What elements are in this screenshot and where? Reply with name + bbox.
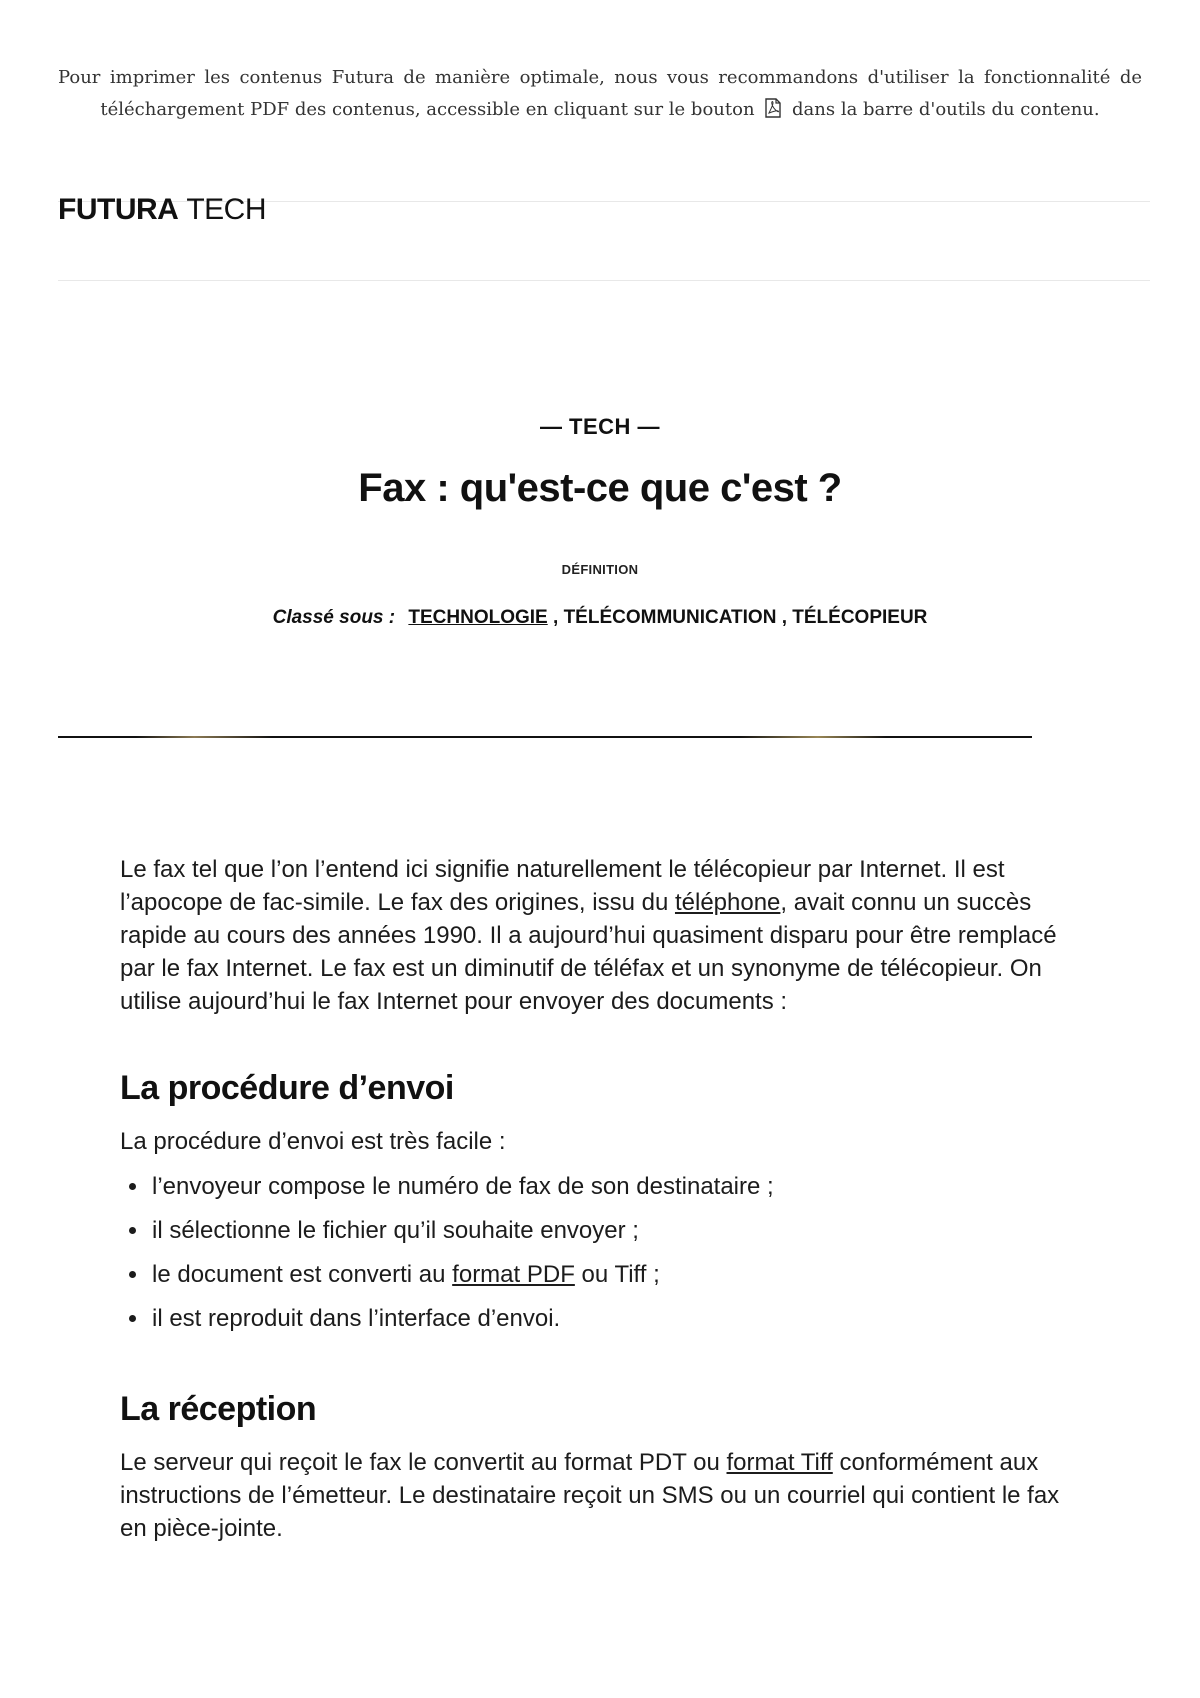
list-item <box>150 1258 1080 1291</box>
intro-text-continued: , avait connu un succès rapide au cours des années 1990. Il a aujourd’hui quasiment disparu pour être remplacé par le fax Internet. Le fax est un diminutif de téléfax et un synonyme de télécopieur. On utilise aujourd’hui le fax Internet pour envoyer des documents : <box>120 889 1057 1015</box>
reception-text-continued: conformément aux instructions de l’émetteur. Le destinataire reçoit un SMS ou un courriel qui contient le fax en pièce-jointe. <box>120 1449 1060 1542</box>
print-notice-text-before: Pour imprimer les contenus Futura de manière optimale, nous vous recommandons d'utiliser la fonctionnalité de téléchargement PDF des contenus, accessible en cliquant sur le bouton <box>58 67 1142 120</box>
link-telephone[interactable]: téléphone <box>674 889 781 916</box>
tag-separator: , <box>776 607 793 628</box>
reception-text: Le serveur qui reçoit le fax le convertit au format PDT ou <box>120 1449 727 1476</box>
procedure-intro: La procédure d’envoi est très facile : <box>120 1128 506 1155</box>
logo-tech: TECH <box>186 193 266 226</box>
intro-paragraph <box>120 853 1080 1018</box>
print-notice-text-after: dans la barre d'outils du contenu. <box>792 99 1100 120</box>
tag-technologie[interactable]: TECHNOLOGIE <box>408 607 548 628</box>
pdf-icon <box>764 97 782 117</box>
tag-telecommunication[interactable]: TÉLÉCOMMUNICATION <box>563 607 777 628</box>
article-divider <box>58 736 1032 738</box>
tags-label: Classé sous : <box>272 607 396 628</box>
header-bottom-rule <box>58 280 1150 281</box>
list-item: • il est reproduit dans l’interface d’envoi. <box>150 1302 1080 1335</box>
tags-row <box>0 607 1200 629</box>
procedure-list <box>120 1170 1080 1335</box>
article-category[interactable]: — TECH — <box>539 414 661 439</box>
reception-paragraph <box>120 1446 1080 1545</box>
list-item-text: le document est converti au <box>152 1261 453 1288</box>
print-notice <box>58 62 1142 126</box>
article-body <box>120 853 1080 1545</box>
tag-telecopieur[interactable]: TÉLÉCOPIEUR <box>792 607 928 628</box>
list-item-text: ou Tiff ; <box>574 1261 660 1288</box>
futura-tech-logo[interactable] <box>58 192 266 228</box>
page-title: Fax : qu'est-ce que c'est ? <box>358 466 842 510</box>
article-type-label: DÉFINITION <box>561 562 639 577</box>
logo-futura: FUTURA <box>58 193 179 226</box>
heading-procedure-envoi: La procédure d’envoi <box>120 1069 454 1107</box>
heading-reception: La réception <box>120 1390 317 1428</box>
link-format-tiff[interactable]: format Tiff <box>726 1449 833 1476</box>
list-item: • il sélectionne le fichier qu’il souhaite envoyer ; <box>150 1214 1080 1247</box>
list-item: • l’envoyeur compose le numéro de fax de son destinataire ; <box>150 1170 1080 1203</box>
intro-text: Le fax tel que l’on l’entend ici signifie naturellement le télécopieur par Internet. Il est l’apocope de fac-simile. Le fax des origines, issu du <box>120 856 1005 916</box>
tag-separator: , <box>547 607 564 628</box>
link-format-pdf[interactable]: format PDF <box>452 1261 575 1288</box>
